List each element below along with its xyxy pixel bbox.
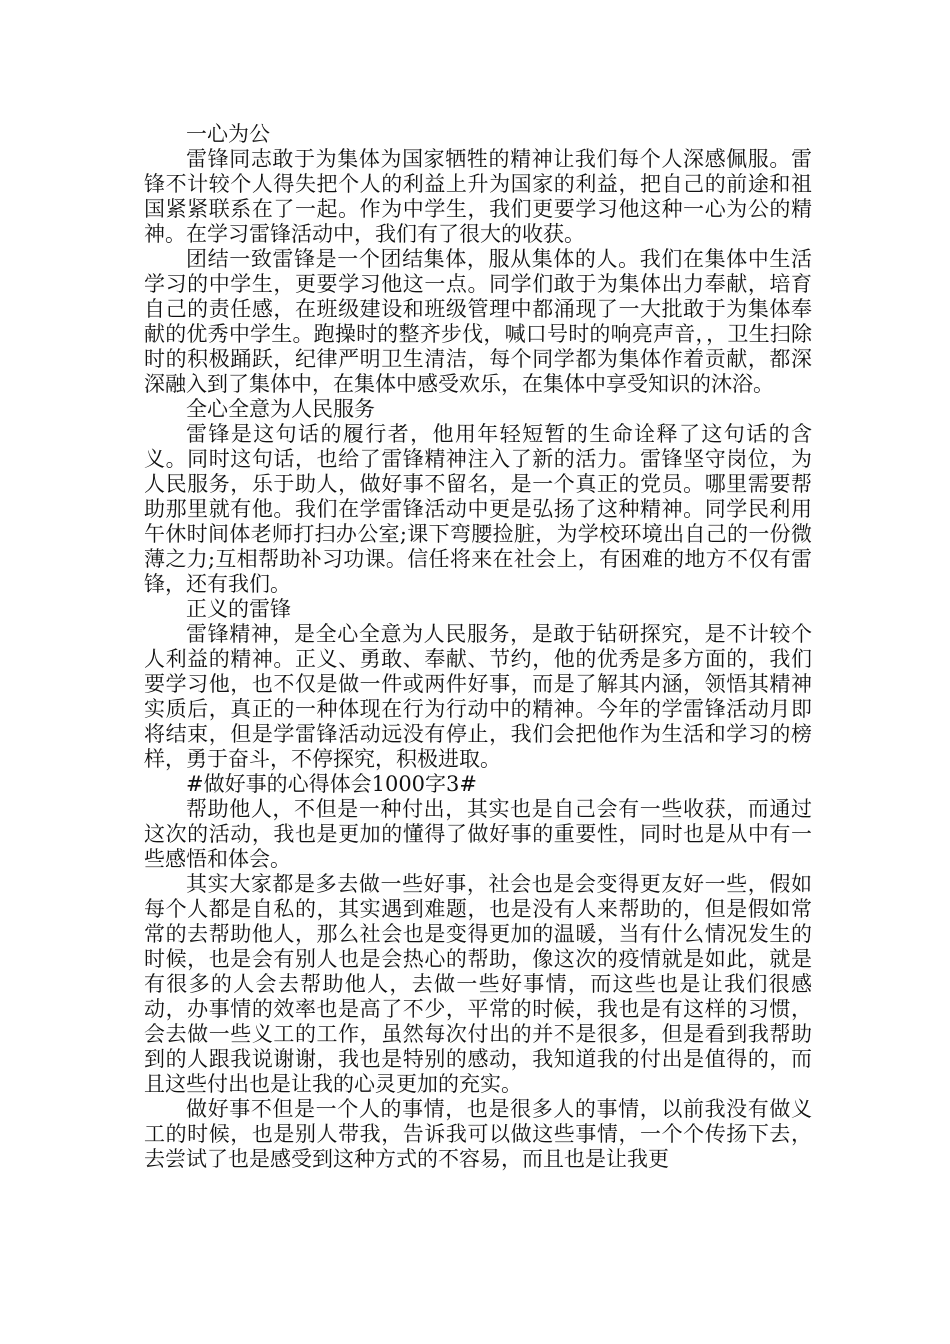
paragraph-5: 帮助他人，不但是一种付出，其实也是自己会有一些收获，而通过这次的活动，我也是更加的懂得了做好事的重要性，同时也是从中有一些感悟和体会。 [144, 797, 812, 871]
paragraph-6: 其实大家都是多去做一些好事，社会也是会变得更友好一些，假如每个人都是自私的，其实遇到难题，也是没有人来帮助的，但是假如常常的去帮助他人，那么社会也是变得更加的温暖，当有什么情况发生的时候，也是会有别人也是会热心的帮助，像这次的疫情就是如此，就是有很多的人会去帮助他人，去做一些好事情，而这些也是让我们很感动，办事情的效率也是高了不少，平常的时候，我也是有这样的习惯，会去做一些义工的工作，虽然每次付出的并不是很多，但是看到我帮助到的人跟我说谢谢，我也是特别的感动，我知道我的付出是值得的，而且这些付出也是让我的心灵更加的充实。 [144, 872, 812, 1096]
paragraph-1: 雷锋同志敢于为集体为国家牺牲的精神让我们每个人深感佩服。雷锋不计较个人得失把个人的利益上升为国家的利益，把自己的前途和祖国紧紧联系在了一起。作为中学生，我们更要学习他这种一心为公的精神。在学习雷锋活动中，我们有了很大的收获。 [144, 147, 812, 246]
document-page [144, 122, 812, 1172]
section-heading-3: 正义的雷锋 [186, 597, 291, 621]
section-heading-4: #做好事的心得体会1000字3# [186, 772, 477, 796]
paragraph-7: 做好事不但是一个人的事情，也是很多人的事情，以前我没有做义工的时候，也是别人带我，告诉我可以做这些事情，一个个传扬下去，去尝试了也是感受到这种方式的不容易，而且也是让我更 [144, 1097, 812, 1171]
paragraph-3: 雷锋是这句话的履行者，他用年轻短暂的生命诠释了这句话的含义。同时这句话，也给了雷锋精神注入了新的活力。雷锋坚守岗位，为人民服务，乐于助人，做好事不留名，是一个真正的党员。哪里需要帮助那里就有他。我们在学雷锋活动中更是弘扬了这种精神。同学民利用午休时间体老师打扫办公室;课下弯腰捡脏，为学校环境出自己的一份微薄之力;互相帮助补习功课。信任将来在社会上，有困难的地方不仅有雷锋，还有我们。 [144, 422, 812, 596]
paragraph-2: 团结一致雷锋是一个团结集体，服从集体的人。我们在集体中生活学习的中学生，更要学习他这一点。同学们敢于为集体出力奉献，培育自己的责任感，在班级建设和班级管理中都涌现了一大批敢于为集体奉献的优秀中学生。跑操时的整齐步伐，喊口号时的响亮声音，，卫生扫除时的积极踊跃，纪律严明卫生清洁，每个同学都为集体作着贡献，都深深融入到了集体中，在集体中感受欢乐，在集体中享受知识的沐浴。 [144, 247, 812, 396]
section-heading-2: 全心全意为人民服务 [186, 397, 375, 421]
paragraph-4: 雷锋精神，是全心全意为人民服务，是敢于钻研探究，是不计较个人利益的精神。正义、勇敢、奉献、节约，他的优秀是多方面的，我们要学习他，也不仅是做一件或两件好事，而是了解其内涵，领悟其精神实质后，真正的一种体现在行为行动中的精神。今年的学雷锋活动月即将结束，但是学雷锋活动远没有停止，我们会把他作为生活和学习的榜样，勇于奋斗，不停探究，积极进取。 [144, 622, 812, 771]
section-heading-1: 一心为公 [186, 122, 270, 146]
